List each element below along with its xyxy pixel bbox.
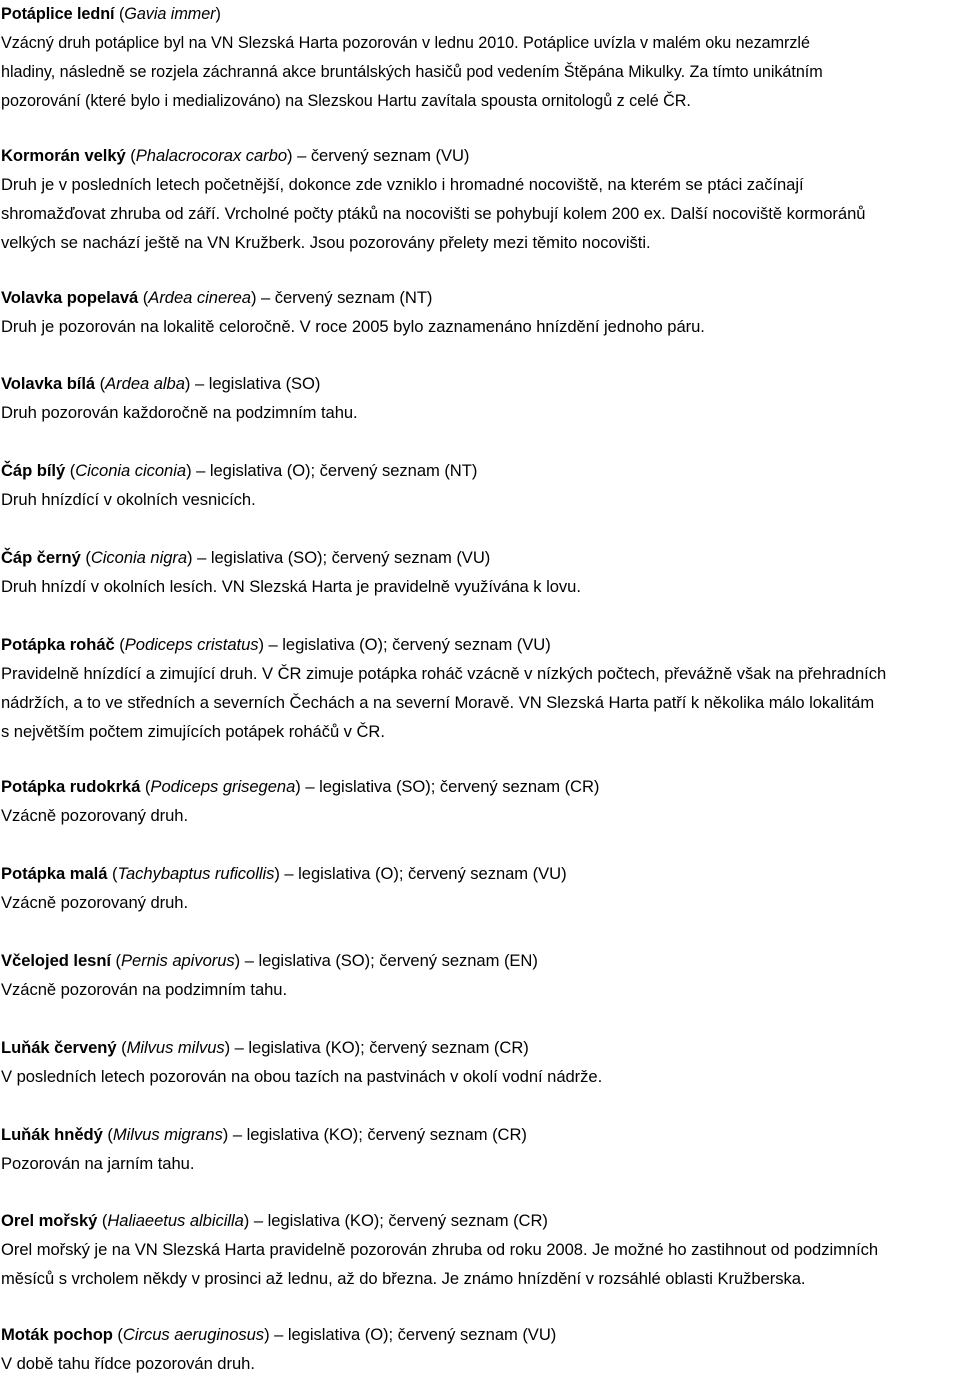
- description-line: Druh hnízdící v okolních vesnicích.: [1, 490, 256, 509]
- species-name: Kormorán velký: [1, 146, 126, 165]
- species-name: Volavka popelavá: [1, 288, 139, 307]
- species-status: – legislativa (O); červený seznam (VU): [269, 1325, 557, 1344]
- species-heading: Moták pochop (Circus aeruginosus) – legislativa (O); červený seznam (VU): [1, 1325, 557, 1344]
- species-heading: Čáp černý (Ciconia nigra) – legislativa (SO); červený seznam (VU): [1, 548, 491, 567]
- species-heading: Volavka popelavá (Ardea cinerea) – červený seznam (NT): [1, 288, 433, 307]
- description-line: velkých se nachází ještě na VN Kružberk. Jsou pozorovány přelety mezi těmito nocovišti.: [1, 233, 651, 252]
- species-status: – legislativa (KO); červený seznam (CR): [230, 1038, 529, 1057]
- species-name: Luňák hnědý: [1, 1125, 103, 1144]
- species-heading: Potápka rudokrká (Podiceps grisegena) – legislativa (SO); červený seznam (CR): [1, 777, 600, 796]
- species-status: – legislativa (O); červený seznam (NT): [191, 461, 478, 480]
- species-entry-gavia-immer: [1, 0, 959, 116]
- description-line: pozorování (které bylo i medializováno) na Slezskou Hartu zavítala spousta ornitologů z celé ČR.: [1, 92, 691, 110]
- species-latin-name: Haliaeetus albicilla: [107, 1211, 244, 1230]
- species-name: Potápka rudokrká: [1, 777, 141, 796]
- species-status: – legislativa (KO); červený seznam (CR): [228, 1125, 527, 1144]
- species-heading: Potápka malá (Tachybaptus ruficollis) – legislativa (O); červený seznam (VU): [1, 864, 567, 883]
- species-entry-phalacrocorax-carbo: [1, 141, 959, 257]
- species-entry-podiceps-grisegena: [1, 772, 959, 830]
- species-name: Potáplice lední: [1, 5, 115, 23]
- species-latin-name: Ciconia nigra: [90, 548, 188, 567]
- description-line: nádržích, a to ve středních a severních Čechách a na severní Moravě. VN Slezská Harta patří k několika málo lokalitám: [1, 693, 875, 712]
- species-entry-haliaeetus-albicilla: [1, 1206, 959, 1293]
- species-entry-milvus-migrans: [1, 1120, 959, 1178]
- species-entry-ardea-alba: [1, 369, 959, 427]
- description-line: s největším počtem zimujících potápek roháčů v ČR.: [1, 722, 385, 741]
- species-name: Čáp bílý: [1, 461, 66, 480]
- species-name: Čáp černý: [1, 548, 81, 567]
- species-heading: Kormorán velký (Phalacrocorax carbo) – červený seznam (VU): [1, 146, 470, 165]
- species-latin-name: Ciconia ciconia: [75, 461, 187, 480]
- species-entry-podiceps-cristatus: [1, 630, 959, 746]
- description-line: hladiny, následně se rozjela záchranná akce bruntálských hasičů pod vedením Štěpána Mikulky. Za tímto unikátním: [1, 63, 823, 81]
- species-latin-name: Pernis apivorus: [121, 951, 235, 970]
- species-status: – legislativa (KO); červený seznam (CR): [249, 1211, 548, 1230]
- species-heading: Volavka bílá (Ardea alba) – legislativa (SO): [1, 374, 321, 393]
- species-entry-tachybaptus-ruficollis: [1, 859, 959, 917]
- species-status: – legislativa (O); červený seznam (VU): [279, 864, 567, 883]
- species-latin-name: Milvus milvus: [126, 1038, 225, 1057]
- species-heading: Luňák červený (Milvus milvus) – legislativa (KO); červený seznam (CR): [1, 1038, 529, 1057]
- species-name: Potápka roháč: [1, 635, 115, 654]
- description-line: V posledních letech pozorován na obou tazích na pastvinách v okolí vodní nádrže.: [1, 1067, 603, 1086]
- species-name: Potápka malá: [1, 864, 108, 883]
- description-line: Vzácně pozorovaný druh.: [1, 806, 189, 825]
- species-status: – červený seznam (VU): [292, 146, 470, 165]
- species-latin-name: Circus aeruginosus: [122, 1325, 265, 1344]
- description-line: Orel mořský je na VN Slezská Harta pravidelně pozorován zhruba od roku 2008. Je možné ho zastihnout od podzimních: [1, 1240, 879, 1259]
- species-status: – legislativa (SO): [190, 374, 321, 393]
- species-name: Včelojed lesní: [1, 951, 111, 970]
- description-line: Pozorován na jarním tahu.: [1, 1154, 195, 1173]
- description-line: Vzácně pozorován na podzimním tahu.: [1, 980, 288, 999]
- species-entry-ardea-cinerea: [1, 283, 959, 341]
- species-status: – červený seznam (NT): [256, 288, 433, 307]
- species-heading: Potáplice lední (Gavia immer): [1, 5, 221, 23]
- species-entry-milvus-milvus: [1, 1033, 959, 1091]
- species-name: Volavka bílá: [1, 374, 96, 393]
- species-entry-pernis-apivorus: [1, 946, 959, 1004]
- species-heading: Potápka roháč (Podiceps cristatus) – legislativa (O); červený seznam (VU): [1, 635, 551, 654]
- description-line: Vzácný druh potáplice byl na VN Slezská Harta pozorován v lednu 2010. Potáplice uvízla v malém oku nezamrzlé: [1, 34, 810, 52]
- description-line: shromažďovat zhruba od září. Vrcholné počty ptáků na nocovišti se pohybují kolem 200 ex. Další nocoviště kormoránů: [1, 204, 866, 223]
- description-line: Pravidelně hnízdící a zimující druh. V ČR zimuje potápka roháč vzácně v nízkých počtech, převážně však na přehradních: [1, 664, 887, 683]
- species-entry-ciconia-ciconia: [1, 456, 959, 514]
- species-latin-name: Milvus migrans: [112, 1125, 223, 1144]
- species-latin-name: Tachybaptus ruficollis: [117, 864, 275, 883]
- species-entry-circus-aeruginosus: [1, 1320, 959, 1378]
- species-latin-name: Phalacrocorax carbo: [135, 146, 288, 165]
- species-entry-ciconia-nigra: [1, 543, 959, 601]
- species-latin-name: Podiceps cristatus: [124, 635, 259, 654]
- species-heading: Včelojed lesní (Pernis apivorus) – legislativa (SO); červený seznam (EN): [1, 951, 538, 970]
- species-latin-name: Gavia immer: [124, 5, 216, 23]
- species-name: Luňák červený: [1, 1038, 117, 1057]
- species-heading: Orel mořský (Haliaeetus albicilla) – legislativa (KO); červený seznam (CR): [1, 1211, 548, 1230]
- species-status: – legislativa (SO); červený seznam (CR): [300, 777, 600, 796]
- species-heading: Luňák hnědý (Milvus migrans) – legislativa (KO); červený seznam (CR): [1, 1125, 527, 1144]
- description-line: V době tahu řídce pozorován druh.: [1, 1354, 255, 1373]
- species-status: – legislativa (SO); červený seznam (VU): [192, 548, 491, 567]
- species-name: Moták pochop: [1, 1325, 113, 1344]
- description-line: Druh je v posledních letech početnější, dokonce zde vzniklo i hromadné nocoviště, na kterém se ptáci začínají: [1, 175, 804, 194]
- species-status: – legislativa (SO); červený seznam (EN): [240, 951, 538, 970]
- species-latin-name: Ardea alba: [105, 374, 185, 393]
- description-line: měsíců s vrcholem někdy v prosinci až lednu, až do března. Je známo hnízdění v rozsáhlé oblasti Kružberska.: [1, 1269, 806, 1288]
- species-heading: Čáp bílý (Ciconia ciconia) – legislativa (O); červený seznam (NT): [1, 461, 478, 480]
- description-line: Druh pozorován každoročně na podzimním tahu.: [1, 403, 358, 422]
- description-line: Vzácně pozorovaný druh.: [1, 893, 189, 912]
- species-latin-name: Ardea cinerea: [148, 288, 251, 307]
- description-line: Druh je pozorován na lokalitě celoročně. V roce 2005 bylo zaznamenáno hnízdění jednoho páru.: [1, 317, 705, 336]
- species-latin-name: Podiceps grisegena: [150, 777, 296, 796]
- species-status: – legislativa (O); červený seznam (VU): [264, 635, 551, 654]
- species-name: Orel mořský: [1, 1211, 98, 1230]
- description-line: Druh hnízdí v okolních lesích. VN Slezská Harta je pravidelně využívána k lovu.: [1, 577, 581, 596]
